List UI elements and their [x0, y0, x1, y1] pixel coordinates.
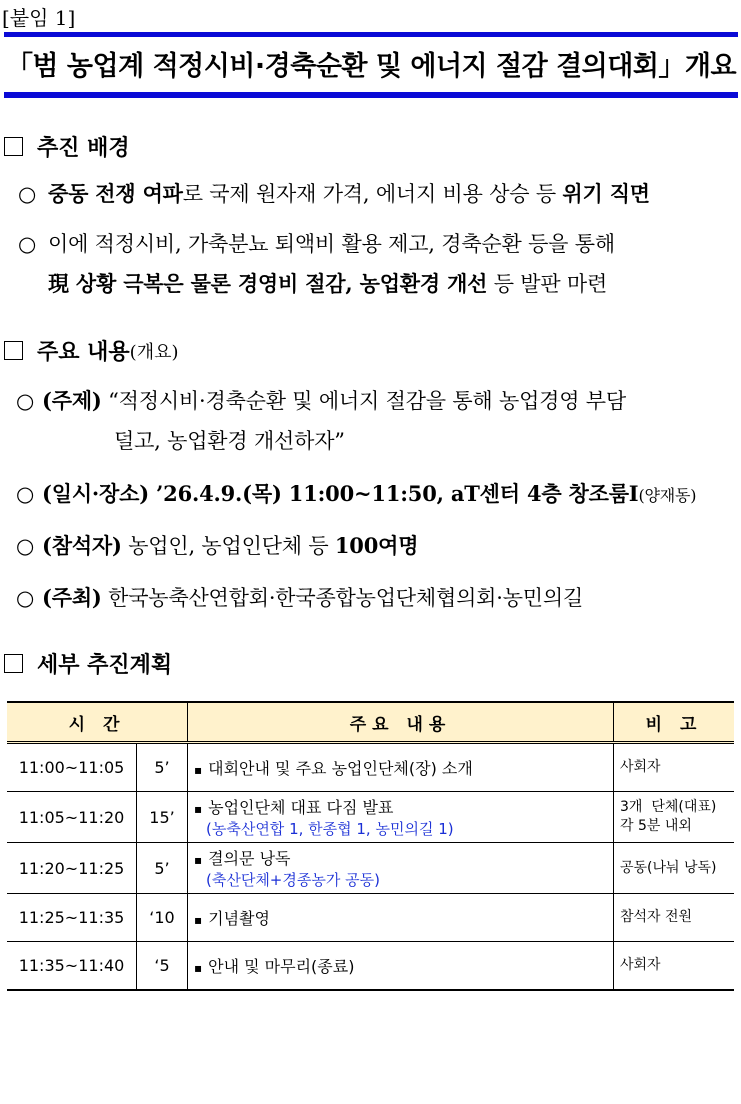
table-row	[7, 843, 734, 894]
item-label: (주제)	[42, 388, 102, 413]
checkbox-square-icon	[4, 341, 23, 360]
cell-content	[188, 894, 614, 942]
emphasis-text: 위기 직면	[562, 181, 650, 206]
content-text: 대회안내 및 주요 농업인단체(장) 소개	[208, 759, 473, 778]
cell-content	[188, 843, 614, 894]
square-bullet-icon: ▪	[194, 853, 203, 867]
header-remark: 비 고	[614, 702, 735, 743]
attachment-label: [붙임 1]	[2, 6, 76, 30]
cell-content	[188, 942, 614, 991]
background-item-2-continuation	[48, 268, 607, 298]
cell-remark: 참석자 전원	[614, 894, 735, 942]
main-item-theme-continuation	[114, 425, 345, 455]
main-item-theme	[16, 385, 626, 415]
body-text: 로 국제 원자재 가격, 에너지 비용 상승 등	[182, 182, 563, 206]
body-text: “적정시비·경축순환 및 에너지 절감을 통해 농업경영 부담	[101, 389, 626, 413]
page-title: 「범 농업계 적정시비·경축순환 및 에너지 절감 결의대회」개요	[5, 51, 737, 82]
header-content: 주요 내용	[188, 702, 614, 743]
square-bullet-icon: ▪	[194, 961, 203, 975]
body-text: 등 발판 마련	[487, 272, 608, 296]
cell-time: 11:00~11:05	[7, 743, 137, 792]
circle-bullet-icon: ○	[18, 232, 37, 256]
section-title: 추진 배경	[37, 135, 130, 161]
item-label: (일시·장소)	[42, 481, 149, 506]
cell-duration: 15’	[137, 792, 188, 843]
schedule-table	[7, 701, 734, 991]
main-item-host	[16, 582, 583, 612]
table-row	[7, 894, 734, 942]
section-detail-heading	[4, 648, 172, 679]
content-text: 기념촬영	[208, 909, 270, 928]
content-text: 농업인단체 대표 다짐 발표	[208, 798, 394, 817]
section-title: 주요 내용	[37, 339, 130, 365]
circle-bullet-icon: ○	[16, 389, 35, 413]
body-text: 이에 적정시비, 가축분뇨 퇴액비 활용 제고, 경축순환 등을 통해	[48, 232, 615, 256]
section-background-heading	[4, 131, 130, 162]
section-title: 세부 추진계획	[37, 652, 173, 678]
cell-remark: 사회자	[614, 743, 735, 792]
content-text: 결의문 낭독	[208, 849, 291, 868]
title-top-rule	[4, 32, 738, 37]
circle-bullet-icon: ○	[16, 586, 35, 610]
title-bottom-rule	[4, 92, 738, 98]
table-row	[7, 743, 734, 792]
circle-bullet-icon: ○	[18, 182, 37, 206]
cell-time: 11:25~11:35	[7, 894, 137, 942]
cell-time: 11:05~11:20	[7, 792, 137, 843]
cell-duration: 5’	[137, 843, 188, 894]
square-bullet-icon: ▪	[194, 802, 203, 816]
table-row	[7, 792, 734, 843]
cell-remark: 공동(나눠 낭독)	[614, 843, 735, 894]
main-item-attendees	[16, 530, 418, 560]
cell-duration: ‘5	[137, 942, 188, 991]
circle-bullet-icon: ○	[16, 534, 35, 558]
content-subtext: (축산단체+경종농가 공동)	[206, 871, 380, 889]
cell-content	[188, 792, 614, 843]
content-text: 안내 및 마무리(종료)	[208, 957, 355, 976]
cell-time: 11:35~11:40	[7, 942, 137, 991]
table-header-row	[7, 702, 734, 743]
header-time: 시 간	[7, 702, 188, 743]
cell-remark	[614, 792, 735, 843]
square-bullet-icon: ▪	[194, 913, 203, 927]
body-text: 한국농축산연합회·한국종합농업단체협의회·농민의길	[101, 586, 584, 610]
body-text: 농업인, 농업인단체 등	[121, 534, 335, 558]
table-row	[7, 942, 734, 991]
main-item-datetime	[16, 478, 696, 508]
body-text: 덜고, 농업환경 개선하자”	[114, 429, 345, 453]
background-item-2	[18, 228, 615, 258]
checkbox-square-icon	[4, 654, 23, 673]
emphasis-text: 중동 전쟁 여파	[48, 181, 183, 206]
cell-remark: 사회자	[614, 942, 735, 991]
remark-line: 3개 단체(대표)	[620, 799, 717, 815]
item-note: (양재동)	[638, 486, 697, 505]
item-label: (참석자)	[42, 533, 122, 558]
square-bullet-icon: ▪	[194, 763, 203, 777]
cell-duration: 5’	[137, 743, 188, 792]
emphasis-text: 現 상황 극복은 물론 경영비 절감, 농업환경 개선	[48, 271, 488, 296]
checkbox-square-icon	[4, 137, 23, 156]
section-main-heading	[4, 335, 179, 366]
item-label: (주최)	[42, 585, 102, 610]
content-subtext: (농축산연합 1, 한종협 1, 농민의길 1)	[206, 820, 454, 838]
circle-bullet-icon: ○	[16, 482, 35, 506]
remark-line: 각 5분 내외	[620, 818, 692, 834]
section-title-suffix: (개요)	[129, 341, 179, 363]
item-value: ’26.4.9.(목) 11:00~11:50, aT센터 4층 창조룸Ⅰ	[148, 481, 639, 506]
cell-duration: ‘10	[137, 894, 188, 942]
cell-content	[188, 743, 614, 792]
background-item-1	[18, 178, 650, 208]
cell-time: 11:20~11:25	[7, 843, 137, 894]
emphasis-text: 100여명	[334, 533, 419, 558]
